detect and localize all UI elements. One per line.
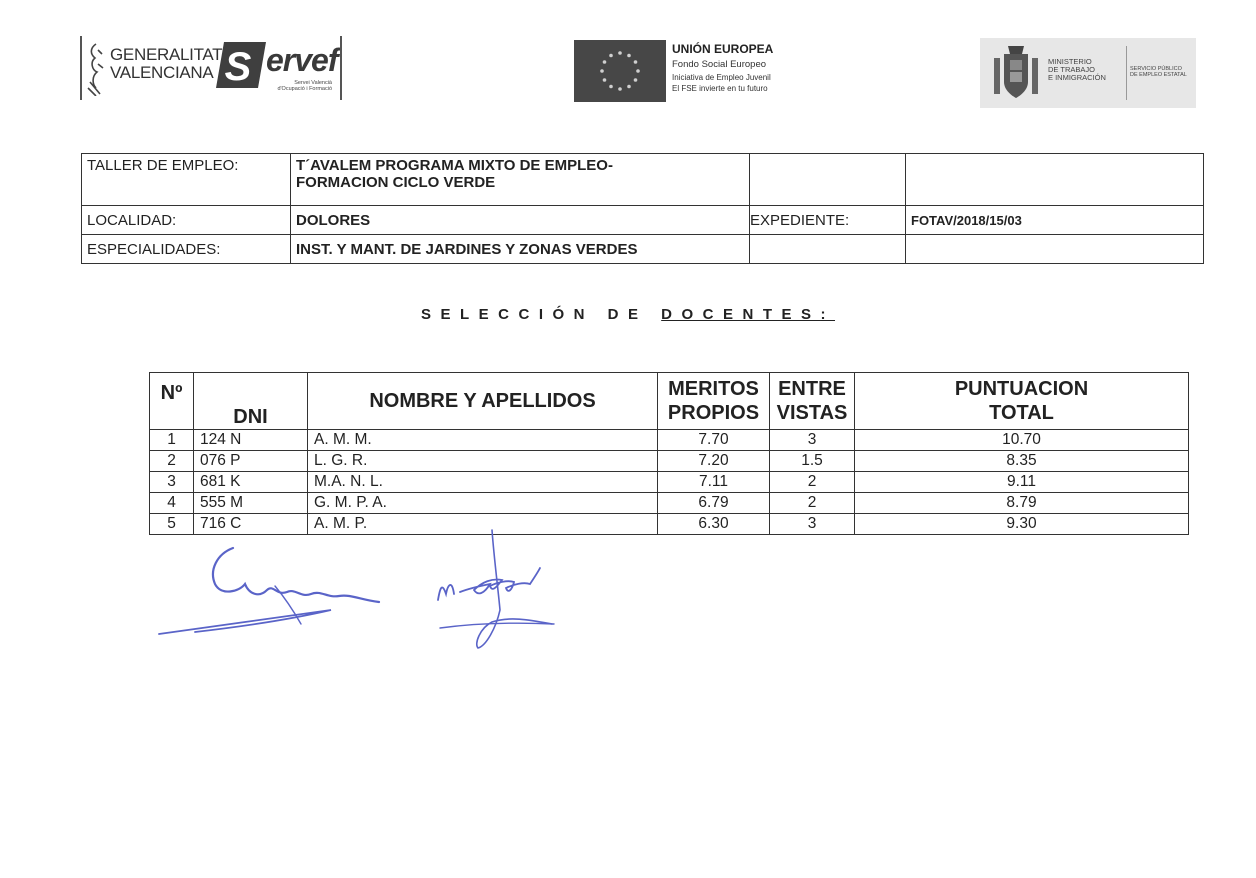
- cell-no: 4: [150, 493, 194, 514]
- cell-meritos: 6.30: [658, 514, 770, 535]
- info-row-localidad: [82, 206, 1204, 235]
- header-meritos-line1: MERITOS: [668, 378, 759, 400]
- cell-total: 10.70: [855, 430, 1189, 451]
- generalitat-line1: GENERALITAT: [110, 45, 223, 64]
- cell-meritos: 7.20: [658, 451, 770, 472]
- header-entrevistas: [770, 373, 855, 430]
- taller-value: [291, 154, 750, 206]
- section-title-suffix: :: [820, 306, 836, 323]
- ministerio-line3: E INMIGRACIÓN: [1048, 73, 1106, 82]
- ministerio-line1: MINISTERIO: [1048, 57, 1092, 66]
- cell-total: 9.30: [855, 514, 1189, 535]
- section-title-underlined: DOCENTES: [661, 306, 821, 323]
- sepe-name: [1130, 66, 1187, 78]
- cell-no: 5: [150, 514, 194, 535]
- servef-subtitle: [266, 80, 332, 92]
- cell-entrevistas: 3: [770, 430, 855, 451]
- localidad-label: LOCALIDAD:: [82, 206, 291, 235]
- cell-meritos: 7.11: [658, 472, 770, 493]
- header-meritos: [658, 373, 770, 430]
- eu-line-1: Fondo Social Europeo: [672, 59, 767, 70]
- empty-cell: [750, 235, 906, 264]
- cell-nombre: A. M. M.: [308, 430, 658, 451]
- cell-nombre: A. M. P.: [308, 514, 658, 535]
- especialidades-value: INST. Y MANT. DE JARDINES Y ZONAS VERDES: [291, 235, 750, 264]
- header-no: Nº: [150, 373, 194, 430]
- cell-meritos: 7.70: [658, 430, 770, 451]
- eu-line-2: Iniciativa de Empleo Juvenil: [672, 73, 771, 82]
- especialidades-label: ESPECIALIDADES:: [82, 235, 291, 264]
- servef-letter: S: [224, 45, 252, 88]
- cell-dni: 681 K: [194, 472, 308, 493]
- table-header-row: [150, 373, 1189, 430]
- table-row: [150, 493, 1189, 514]
- cell-dni: 076 P: [194, 451, 308, 472]
- cell-dni: 716 C: [194, 514, 308, 535]
- generalitat-line2: VALENCIANA: [110, 63, 214, 82]
- empty-cell: [906, 154, 1204, 206]
- cell-total: 8.79: [855, 493, 1189, 514]
- eu-line-3: El FSE invierte en tu futuro: [672, 84, 768, 93]
- empty-cell: [750, 154, 906, 206]
- table-row: [150, 430, 1189, 451]
- servef-wordmark: ervef: [266, 42, 338, 78]
- header-entrevistas-line2: VISTAS: [776, 402, 848, 424]
- sepe-line1: SERVICIO PÚBLICO: [1130, 66, 1182, 72]
- cell-meritos: 6.79: [658, 493, 770, 514]
- servef-s-icon: [216, 42, 266, 88]
- ministerio-line2: DE TRABAJO: [1048, 65, 1095, 74]
- candidates-table: [149, 372, 1189, 535]
- cell-no: 1: [150, 430, 194, 451]
- cell-no: 2: [150, 451, 194, 472]
- cell-total: 9.11: [855, 472, 1189, 493]
- eu-flag-icon: [574, 40, 666, 102]
- cell-entrevistas: 1.5: [770, 451, 855, 472]
- cell-dni: 124 N: [194, 430, 308, 451]
- logo-divider-right: [340, 36, 342, 100]
- header-meritos-line2: PROPIOS: [667, 402, 760, 424]
- cell-entrevistas: 3: [770, 514, 855, 535]
- header-entrevistas-line1: ENTRE: [778, 378, 846, 400]
- section-title: [0, 306, 1256, 323]
- generalitat-crest-icon: [86, 40, 106, 96]
- spain-coat-of-arms-icon: [988, 42, 1044, 104]
- signature-1: [155, 540, 385, 640]
- servef-sub1: Servei Valencià: [294, 80, 332, 86]
- header-dni: DNI: [194, 373, 308, 430]
- cell-entrevistas: 2: [770, 493, 855, 514]
- cell-dni: 555 M: [194, 493, 308, 514]
- header-nombre: NOMBRE Y APELLIDOS: [308, 373, 658, 430]
- empty-cell: [906, 235, 1204, 264]
- header-total: [855, 373, 1189, 430]
- signature-2: [430, 528, 560, 653]
- servef-sub2: d'Ocupació i Formació: [277, 86, 332, 92]
- taller-value-line2: FORMACION CICLO VERDE: [296, 174, 496, 191]
- table-row: [150, 472, 1189, 493]
- sepe-line2: DE EMPLEO ESTATAL: [1130, 72, 1187, 78]
- generalitat-servef-logo: [80, 36, 344, 100]
- table-row: [150, 451, 1189, 472]
- cell-nombre: L. G. R.: [308, 451, 658, 472]
- taller-value-line1: T´AVALEM PROGRAMA MIXTO DE EMPLEO-: [296, 157, 613, 174]
- eu-title: UNIÓN EUROPEA: [672, 42, 774, 56]
- header-total-line2: TOTAL: [989, 402, 1054, 424]
- ministerio-divider: [1126, 46, 1127, 100]
- union-europea-logo: [574, 40, 794, 102]
- table-row: [150, 514, 1189, 535]
- generalitat-name: [110, 46, 222, 82]
- cell-no: 3: [150, 472, 194, 493]
- info-row-especialidades: [82, 235, 1204, 264]
- expediente-value: FOTAV/2018/15/03: [906, 206, 1204, 235]
- cell-entrevistas: 2: [770, 472, 855, 493]
- cell-nombre: G. M. P. A.: [308, 493, 658, 514]
- cell-nombre: M.A. N. L.: [308, 472, 658, 493]
- cell-total: 8.35: [855, 451, 1189, 472]
- expediente-label: EXPEDIENTE:: [750, 206, 906, 235]
- section-title-prefix: SELECCIÓN DE: [420, 306, 662, 323]
- info-row-taller: [82, 154, 1204, 206]
- ministerio-logo: [980, 38, 1196, 108]
- ministerio-name: [1048, 58, 1106, 82]
- header-total-line1: PUNTUACION: [954, 378, 1089, 400]
- program-info-table: [81, 153, 1204, 264]
- logo-divider: [80, 36, 82, 100]
- taller-label: TALLER DE EMPLEO:: [82, 154, 291, 206]
- localidad-value: DOLORES: [291, 206, 750, 235]
